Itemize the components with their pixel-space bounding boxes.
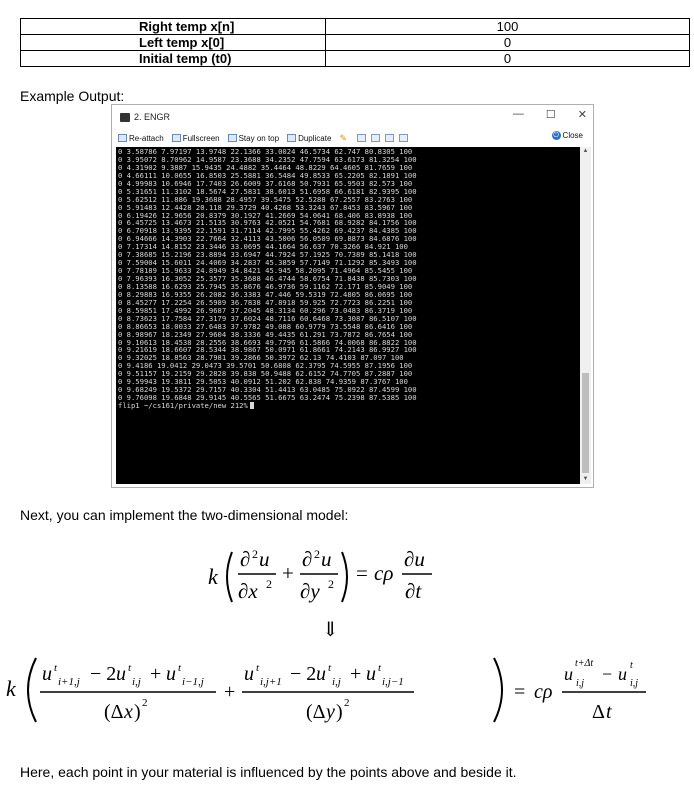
- terminal-line: 0 8.98967 18.2349 27.9604 38.3336 49.4435 61.291 73.7872 86.7654 100: [118, 329, 413, 339]
- svg-text:u: u: [618, 664, 627, 684]
- svg-text:2: 2: [314, 547, 320, 561]
- svg-text:i−1,j: i−1,j: [182, 676, 204, 688]
- svg-text:− 2: − 2: [290, 663, 317, 685]
- printer-icon[interactable]: [399, 134, 408, 142]
- svg-text:∂t: ∂t: [405, 579, 422, 603]
- svg-text:∂: ∂: [240, 547, 251, 571]
- svg-text:∂x: ∂x: [238, 579, 258, 603]
- terminal-line: 0 6.94666 14.3903 22.7664 32.4113 43.5006 56.0509 69.8873 84.6876 100: [118, 234, 417, 244]
- window-controls: [513, 108, 587, 121]
- svg-text:+: +: [150, 663, 162, 685]
- terminal-line: 0 5.31651 11.3102 18.5674 27.5831 38.6013 51.6958 66.6181 82.9395 100: [118, 186, 417, 196]
- terminal-cursor: [250, 402, 254, 409]
- stay-on-top-button[interactable]: [228, 134, 279, 143]
- reattach-label: Re-attach: [129, 133, 164, 143]
- reattach-button[interactable]: [118, 134, 164, 143]
- close-window-button[interactable]: ✕: [577, 109, 587, 121]
- toolbar-extra-buttons: [357, 134, 408, 142]
- terminal-line: 0 6.19426 12.9656 20.8379 30.1927 41.2669 54.0641 68.406 83.8938 100: [118, 210, 413, 220]
- terminal-line: 0 7.59004 15.6011 24.4069 34.2837 45.3859 57.7149 71.1292 85.3493 100: [118, 258, 417, 268]
- terminal-line: 0 9.76098 19.6848 29.9145 40.5565 51.6675 63.2474 75.2398 87.5385 100: [118, 393, 417, 403]
- svg-text:2: 2: [266, 577, 272, 591]
- svg-text:(Δ: (Δ: [104, 701, 124, 723]
- footer-text: Here, each point in your material is influenced by the points above and beside it.: [20, 764, 517, 780]
- terminal-line: 0 4.31902 9.3887 15.9435 24.4882 35.4464 48.8229 64.4605 81.7659 100: [118, 162, 413, 172]
- svg-text:2: 2: [328, 577, 334, 591]
- duplicate-button[interactable]: [287, 134, 331, 143]
- svg-text:t: t: [178, 662, 182, 674]
- terminal-window: [111, 104, 594, 488]
- svg-text:2: 2: [252, 547, 258, 561]
- window-toolbar: [112, 129, 593, 147]
- table-row: [21, 35, 690, 51]
- example-output-heading: Example Output:: [20, 88, 125, 104]
- terminal-line: 0 9.32025 18.8563 28.7981 39.2866 50.3972 62.13 74.4103 87.097 100: [118, 353, 404, 363]
- edit-button[interactable]: [339, 133, 347, 144]
- svg-text:x: x: [124, 701, 133, 723]
- terminal-line: 0 4.66111 10.0655 16.8503 25.5881 36.5484 49.8533 65.2205 82.1891 100: [118, 170, 417, 180]
- svg-text:k: k: [208, 564, 218, 589]
- terminal-line: 0 6.45725 13.4673 21.5135 30.9763 42.0521 54.7681 68.9282 84.1756 100: [118, 218, 417, 228]
- stay-on-top-icon: [228, 134, 237, 142]
- fullscreen-label: Fullscreen: [182, 133, 220, 143]
- continuous-heat-equation: [200, 538, 450, 616]
- terminal-prompt: flip1 ~/cs161/private/new 212%: [118, 402, 581, 410]
- svg-text:=: =: [356, 561, 368, 585]
- svg-text:− 2: − 2: [90, 663, 117, 685]
- image-icon[interactable]: [385, 134, 394, 142]
- table-row: [21, 51, 690, 67]
- svg-text:u: u: [564, 664, 573, 684]
- fullscreen-button[interactable]: [172, 134, 220, 143]
- svg-text:t: t: [256, 662, 260, 674]
- terminal-line: 0 8.29883 16.9355 26.2082 36.3383 47.446 59.5319 72.4805 86.0695 100: [118, 289, 413, 299]
- terminal-line: 0 7.96393 16.3052 25.3577 35.3688 46.4744 58.6754 71.8438 85.7303 100: [118, 274, 417, 283]
- svg-text:∂u: ∂u: [404, 547, 425, 571]
- next-instruction: Next, you can implement the two-dimensional model:: [20, 507, 349, 523]
- svg-text:(Δ: (Δ: [306, 701, 326, 723]
- terminal-line: 0 7.17314 14.8152 23.3446 33.0695 44.1664 56.637 70.3266 84.921 100: [118, 242, 408, 252]
- svg-text:−: −: [602, 664, 613, 684]
- terminal-line: 0 9.51157 19.2159 29.2828 39.838 50.9488 62.6152 74.7705 87.2887 100: [118, 369, 413, 379]
- terminal-output[interactable]: [116, 147, 581, 484]
- terminal-line: 0 8.73623 17.7584 27.3179 37.6024 48.7116 60.6468 73.3087 86.5107 100: [118, 313, 417, 323]
- svg-text:u: u: [42, 663, 52, 685]
- svg-text:t: t: [630, 660, 633, 671]
- terminal-line: 0 3.58786 7.97197 13.9748 22.1366 33.0024 46.5734 62.747 80.8305 100: [118, 147, 413, 156]
- scroll-up-icon[interactable]: ▲: [582, 148, 589, 154]
- svg-text:i,j: i,j: [576, 678, 585, 689]
- svg-text:u: u: [366, 663, 376, 685]
- svg-text:u: u: [116, 663, 126, 685]
- duplicate-label: Duplicate: [298, 133, 332, 143]
- pencil-icon: ✎: [339, 132, 347, 143]
- svg-text:∂: ∂: [302, 547, 313, 571]
- svg-text:u: u: [316, 663, 326, 685]
- terminal-line: 0 3.95072 8.70962 14.9587 23.3688 34.2352 47.7594 63.6173 81.3254 100: [118, 154, 417, 164]
- svg-text:2: 2: [344, 697, 350, 709]
- terminal-line: 0 5.62512 11.886 19.3688 28.4957 39.5475 52.5288 67.2557 83.2763 100: [118, 194, 413, 204]
- svg-text:t+Δt: t+Δt: [575, 658, 594, 669]
- svg-text:y: y: [326, 701, 335, 723]
- svg-text:t: t: [128, 662, 132, 674]
- power-icon: ⏻: [553, 132, 559, 139]
- pointer-icon[interactable]: [371, 134, 380, 142]
- table-row: [21, 19, 690, 35]
- terminal-line: 0 7.38685 15.2196 23.8894 33.6947 44.7924 57.1925 70.7389 85.1418 100: [118, 250, 417, 260]
- svg-text:u: u: [259, 547, 270, 571]
- svg-text:cρ: cρ: [374, 561, 394, 585]
- magnifier-icon[interactable]: [357, 134, 366, 142]
- row-value: 0: [326, 51, 690, 67]
- svg-text:u: u: [166, 663, 176, 685]
- minimize-button[interactable]: —: [512, 108, 524, 120]
- svg-text:+: +: [282, 561, 294, 585]
- terminal-line: 0 9.10613 18.4538 28.2556 38.6693 49.7796 61.5866 74.0068 86.8822 100: [118, 337, 417, 347]
- row-value: 0: [326, 35, 690, 51]
- fullscreen-icon: [172, 134, 181, 142]
- terminal-line: 0 9.4186 19.0412 29.0473 39.5701 50.6808 62.3795 74.5955 87.1956 100: [118, 361, 413, 371]
- svg-text:+: +: [224, 681, 236, 703]
- svg-text:i,j+1: i,j+1: [260, 676, 282, 688]
- toolbar-close-label: Close: [562, 131, 583, 140]
- terminal-line: 0 8.59851 17.4992 26.9687 37.2045 48.3134 60.296 73.0483 86.3719 100: [118, 305, 413, 315]
- row-value: 100: [326, 19, 690, 35]
- scroll-thumb[interactable]: [582, 373, 589, 473]
- svg-text:u: u: [244, 663, 254, 685]
- terminal-line: 0 6.70918 13.9395 22.1591 31.7114 42.7995 55.4262 69.4237 84.4385 100: [118, 226, 417, 236]
- implies-arrow: ⇓: [322, 617, 339, 641]
- svg-text:∂y: ∂y: [300, 579, 320, 603]
- svg-text:k: k: [6, 676, 16, 701]
- scroll-down-icon[interactable]: ▼: [582, 476, 589, 482]
- row-label: Right temp x[n]: [21, 19, 326, 35]
- discrete-heat-equation: [6, 650, 690, 730]
- row-label: Left temp x[0]: [21, 35, 326, 51]
- svg-text:t: t: [606, 701, 612, 723]
- terminal-line: 0 7.78189 15.9633 24.8949 34.8421 45.945 58.2095 71.4964 85.5455 100: [118, 266, 413, 276]
- svg-text:Δ: Δ: [592, 701, 605, 723]
- terminal-line: 0 9.68249 19.5372 29.7157 40.3304 51.4413 63.0485 75.0922 87.4599 100: [118, 385, 417, 395]
- duplicate-icon: [287, 134, 296, 142]
- svg-text:u: u: [321, 547, 332, 571]
- window-titlebar[interactable]: [112, 105, 593, 129]
- reattach-icon: [118, 134, 127, 142]
- terminal-line: 0 5.91483 12.4428 20.118 29.3729 40.4268 53.3243 67.8453 83.5967 100: [118, 202, 413, 212]
- svg-text:cρ: cρ: [534, 681, 553, 703]
- svg-text:i,j: i,j: [332, 676, 341, 688]
- svg-text:t: t: [378, 662, 382, 674]
- maximize-button[interactable]: ☐: [545, 109, 556, 121]
- toolbar-close-button[interactable]: [552, 131, 583, 140]
- svg-text:i,j: i,j: [132, 676, 141, 688]
- svg-text:+: +: [350, 663, 362, 685]
- terminal-line: 0 9.21619 18.6607 28.5344 38.9867 50.0971 61.8661 74.2143 86.9927 100: [118, 345, 417, 355]
- svg-text:i+1,j: i+1,j: [58, 676, 80, 688]
- svg-text:i,j−1: i,j−1: [382, 676, 404, 688]
- terminal-line: 0 8.13588 16.6293 25.7945 35.8676 46.9736 59.1162 72.171 85.9049 100: [118, 281, 413, 291]
- svg-text:=: =: [514, 681, 526, 703]
- parameter-table: [20, 18, 690, 67]
- terminal-line: 0 9.59943 19.3811 29.5053 40.0912 51.202 62.838 74.9359 87.3767 100: [118, 377, 408, 387]
- vertical-scrollbar[interactable]: [580, 147, 591, 484]
- svg-text:t: t: [328, 662, 332, 674]
- window-title: 2. ENGR: [134, 112, 171, 122]
- svg-text:i,j: i,j: [630, 678, 639, 689]
- terminal-line: 0 4.99983 10.6946 17.7403 26.6009 37.6168 50.7931 65.9503 82.573 100: [118, 178, 413, 188]
- svg-text:2: 2: [142, 697, 148, 709]
- svg-text:): ): [336, 701, 343, 723]
- svg-text:t: t: [54, 662, 58, 674]
- terminal-app-icon: [120, 113, 130, 122]
- stay-on-top-label: Stay on top: [238, 133, 280, 143]
- terminal-line: 0 8.45277 17.2254 26.5989 36.7838 47.8918 59.925 72.7723 86.2251 100: [118, 297, 413, 307]
- svg-text:): ): [134, 701, 141, 723]
- row-label: Initial temp (t0): [21, 51, 326, 67]
- terminal-line: 0 8.86653 18.0033 27.6483 37.9782 49.088 60.9779 73.5548 86.6416 100: [118, 321, 413, 331]
